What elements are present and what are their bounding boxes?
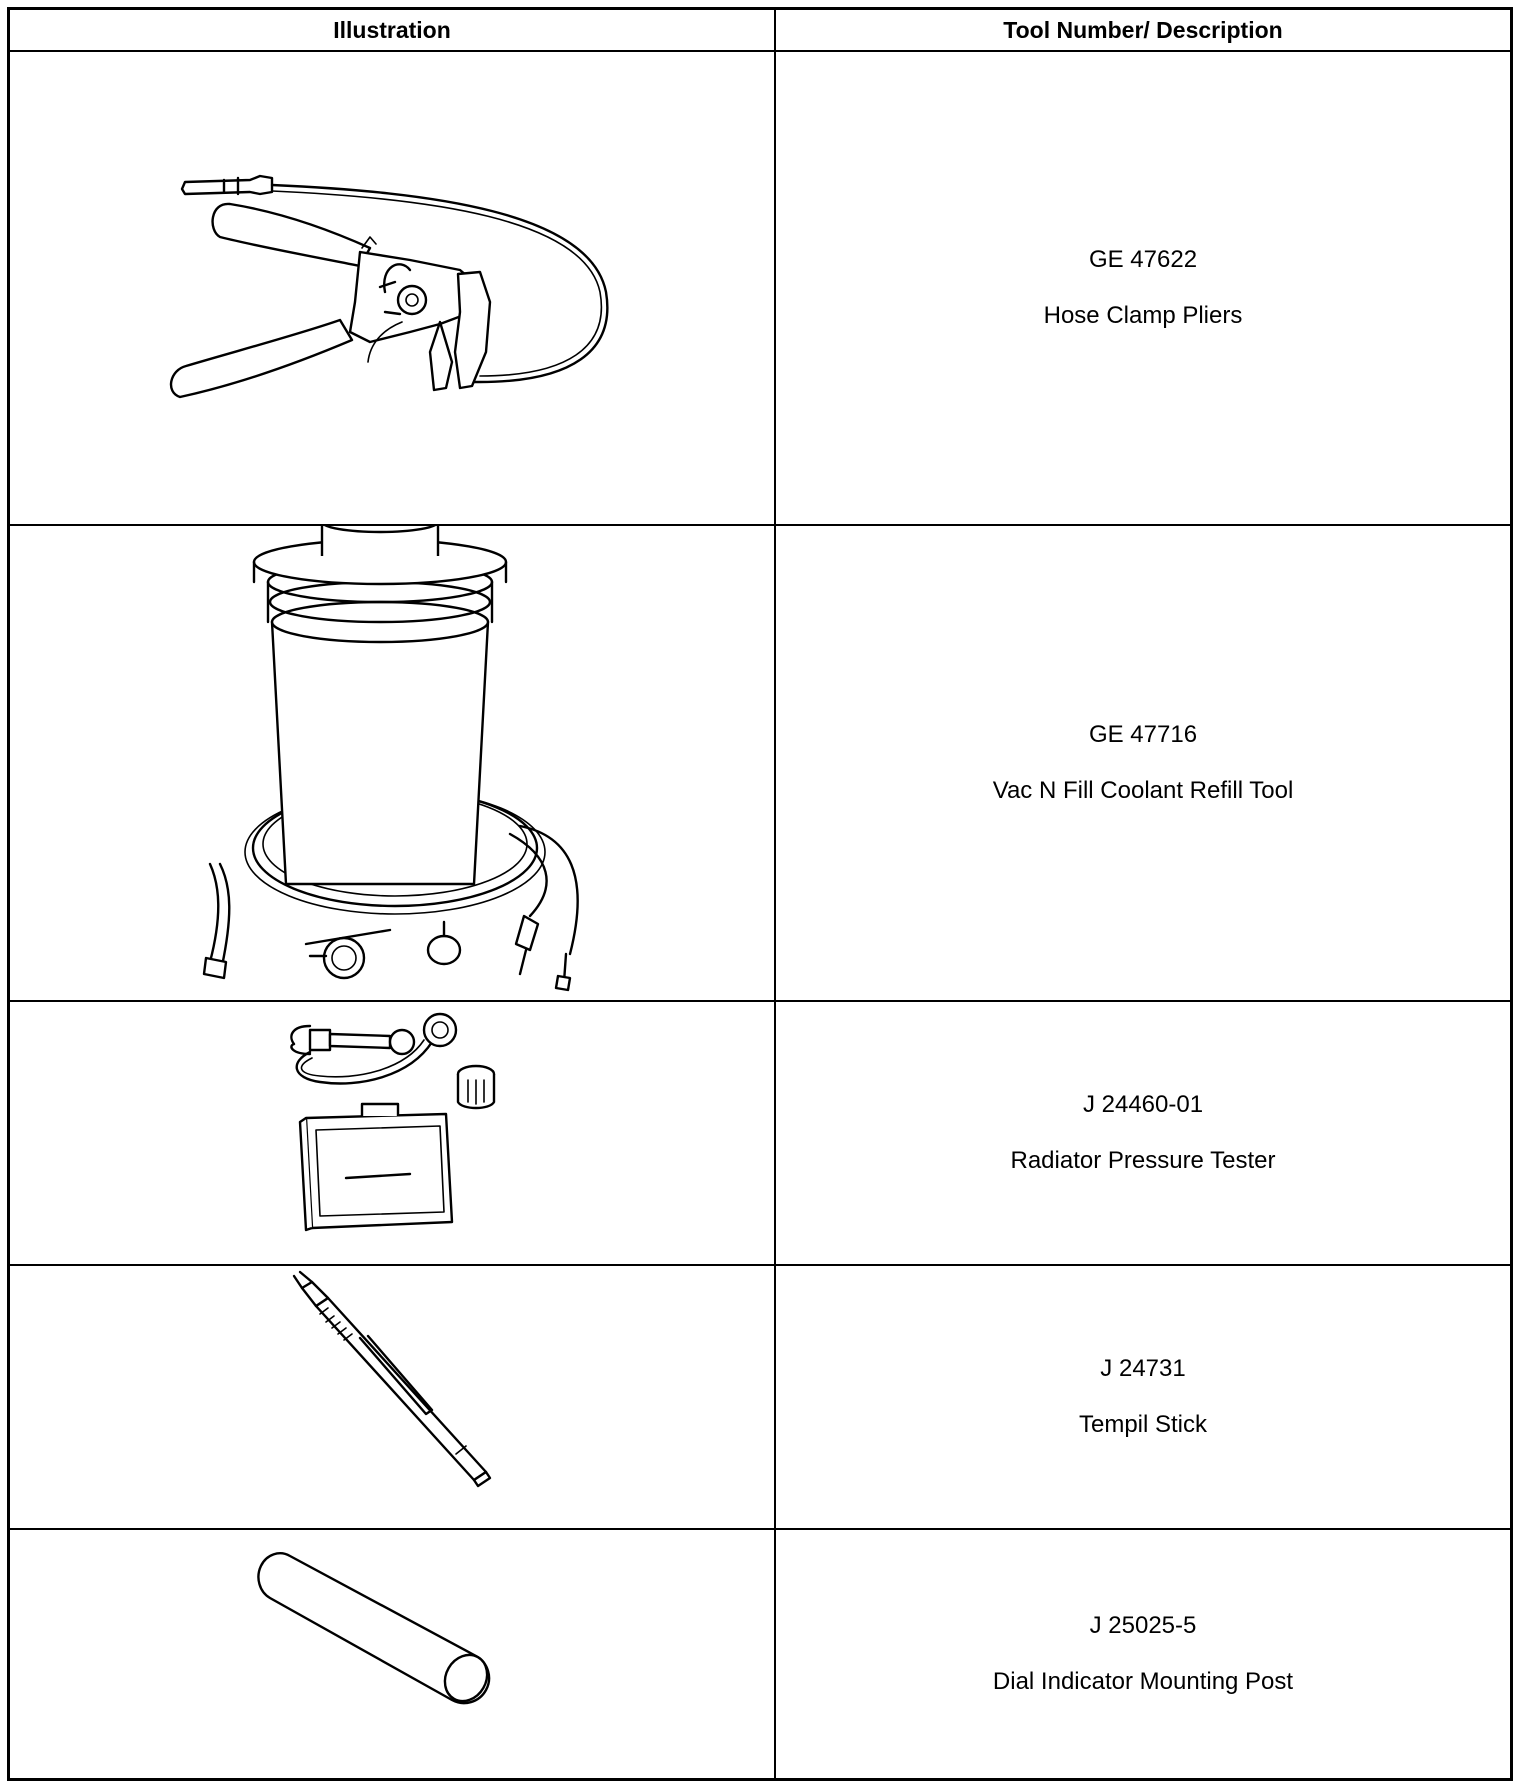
tool-number: GE 47716 [1088, 721, 1198, 748]
pressure-tester-kit-icon [10, 1002, 774, 1264]
tool-description: Vac N Fill Coolant Refill Tool [992, 777, 1294, 804]
illustration-cell [10, 1002, 774, 1264]
tempil-stick-icon [10, 1266, 774, 1528]
tool-description: Tempil Stick [1078, 1411, 1208, 1438]
header-tool-description: Tool Number/ Description [1003, 17, 1283, 43]
table-row [10, 1530, 1510, 1778]
tool-description-cell [776, 1266, 1510, 1528]
tool-description: Hose Clamp Pliers [1043, 302, 1243, 329]
illustration-cell [10, 1530, 774, 1778]
tool-description-cell [776, 52, 1510, 524]
tool-number: J 24460-01 [1082, 1091, 1204, 1118]
tool-table [7, 7, 1513, 1781]
tool-number: J 25025-5 [1089, 1612, 1197, 1639]
table-row [10, 1002, 1510, 1264]
illustration-cell [10, 1266, 774, 1528]
tool-description: Dial Indicator Mounting Post [992, 1668, 1294, 1695]
tool-description-cell [776, 1002, 1510, 1264]
table-row [10, 526, 1510, 1000]
table-row [10, 52, 1510, 524]
tool-number: J 24731 [1100, 1355, 1186, 1382]
tool-description-cell [776, 526, 1510, 1000]
header-illustration: Illustration [333, 17, 451, 43]
tool-description-cell [776, 1530, 1510, 1778]
illustration-cell [10, 52, 774, 524]
table-row [10, 1266, 1510, 1528]
coolant-refill-tool-icon [10, 526, 774, 1000]
tool-number: GE 47622 [1088, 246, 1198, 273]
illustration-cell [10, 526, 774, 1000]
tool-description: Radiator Pressure Tester [1010, 1147, 1276, 1174]
mounting-post-icon [10, 1530, 774, 1778]
hose-clamp-pliers-icon [10, 52, 774, 524]
